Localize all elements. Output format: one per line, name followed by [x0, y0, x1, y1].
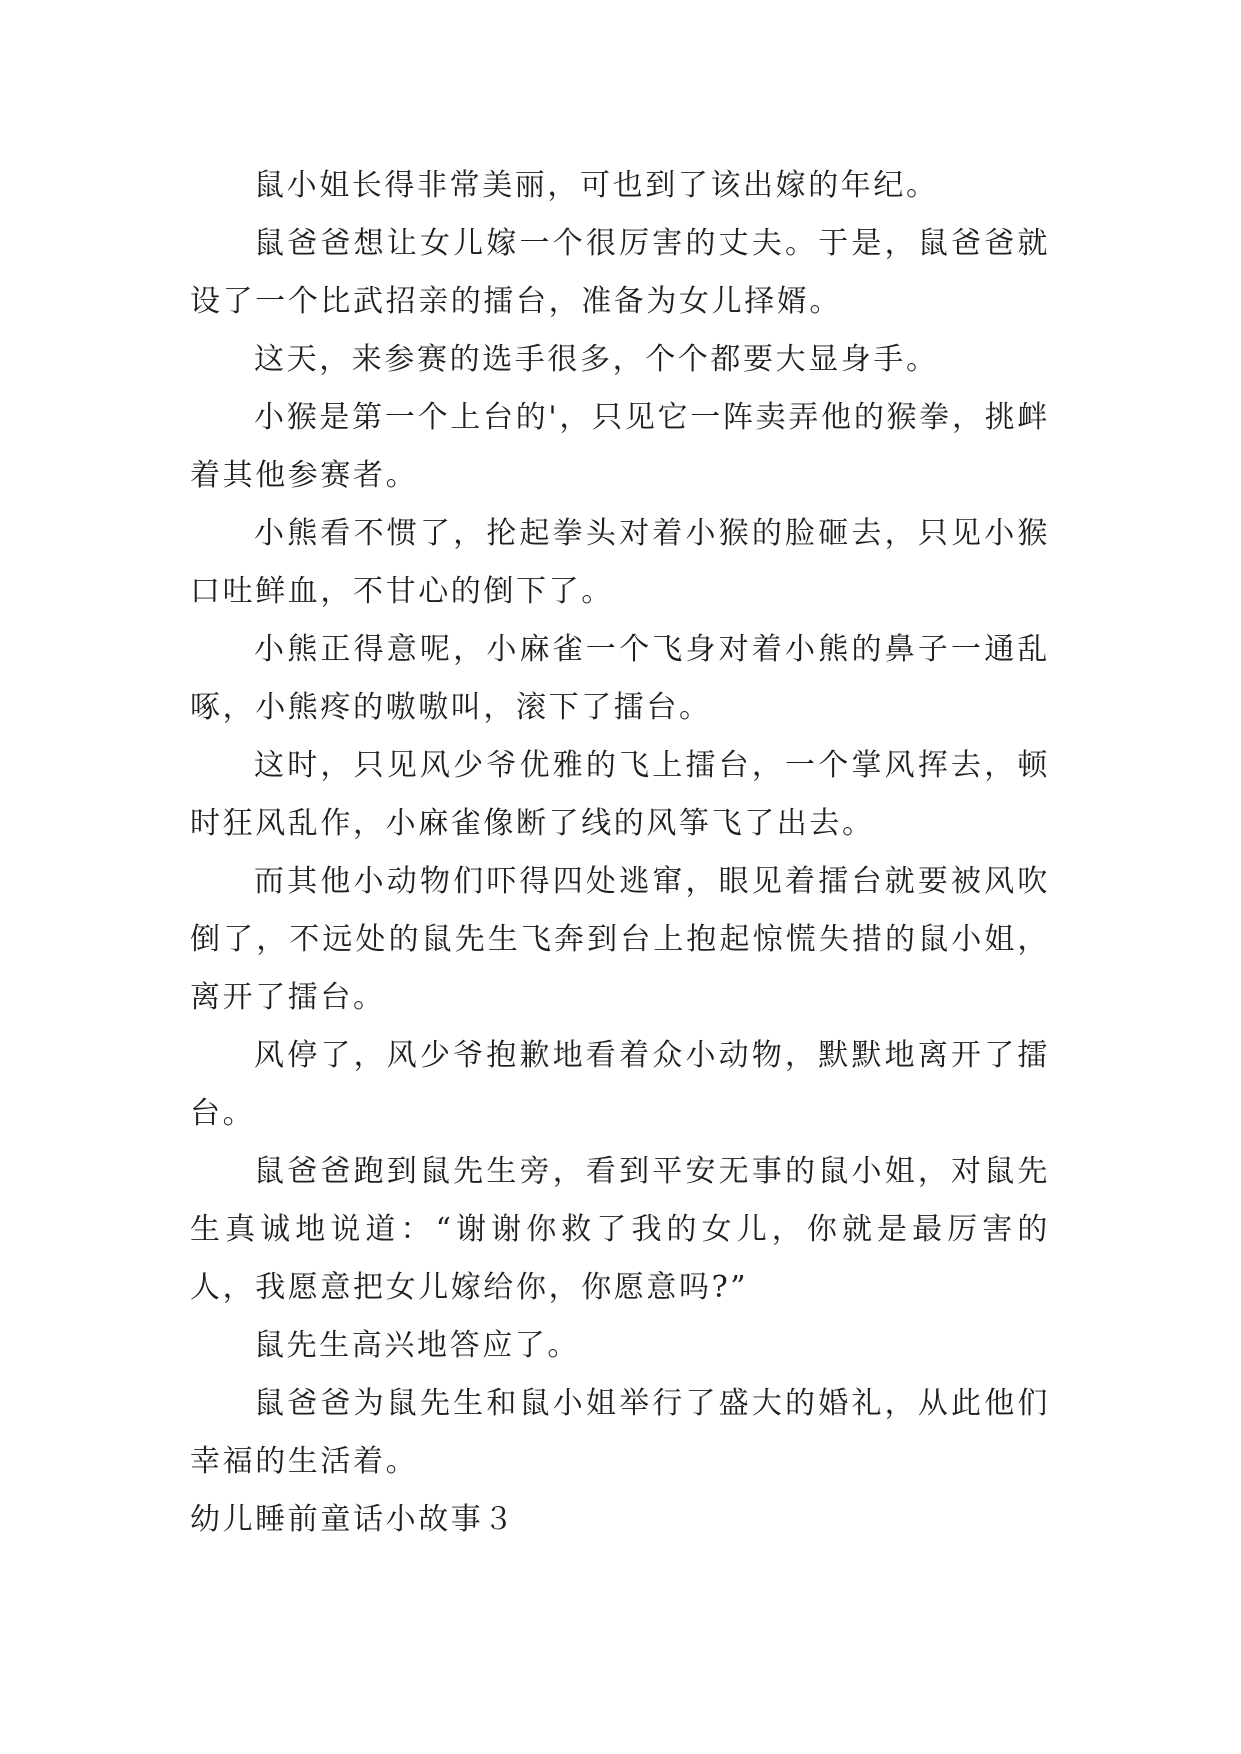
story-paragraph: 鼠先生高兴地答应了。	[254, 1328, 580, 1363]
story-paragraph: 这时，只见风少爷优雅的飞上擂台，一个掌风挥去，顿时狂风乱作，小麻雀像断了线的风筝飞了出去。	[190, 748, 1050, 841]
story-paragraph: 鼠爸爸为鼠先生和鼠小姐举行了盛大的婚礼，从此他们幸福的生活着。	[190, 1386, 1050, 1479]
story-paragraph: 鼠小姐长得非常美丽，可也到了该出嫁的年纪。	[254, 168, 939, 203]
document-body	[190, 157, 1050, 1549]
story-paragraph: 鼠爸爸想让女儿嫁一个很厉害的丈夫。于是，鼠爸爸就设了一个比武招亲的擂台，准备为女儿择婿。	[190, 226, 1050, 319]
story-paragraph: 小熊正得意呢，小麻雀一个飞身对着小熊的鼻子一通乱啄，小熊疼的嗷嗷叫，滚下了擂台。	[190, 632, 1050, 725]
story-paragraph: 小熊看不惯了，抡起拳头对着小猴的脸砸去，只见小猴口吐鲜血，不甘心的倒下了。	[190, 516, 1050, 609]
story-paragraph: 风停了，风少爷抱歉地看着众小动物，默默地离开了擂台。	[190, 1038, 1050, 1131]
story-paragraph: 而其他小动物们吓得四处逃窜，眼见着擂台就要被风吹倒了，不远处的鼠先生飞奔到台上抱起惊慌失措的鼠小姐，离开了擂台。	[190, 864, 1050, 1015]
section-heading: 幼儿睡前童话小故事３	[190, 1502, 516, 1537]
story-paragraph: 小猴是第一个上台的'，只见它一阵卖弄他的猴拳，挑衅着其他参赛者。	[190, 400, 1050, 493]
story-paragraph: 鼠爸爸跑到鼠先生旁，看到平安无事的鼠小姐，对鼠先生真诚地说道：“谢谢你救了我的女儿，你就是最厉害的人，我愿意把女儿嫁给你，你愿意吗?”	[190, 1154, 1050, 1305]
story-paragraph: 这天，来参赛的选手很多，个个都要大显身手。	[254, 342, 939, 377]
